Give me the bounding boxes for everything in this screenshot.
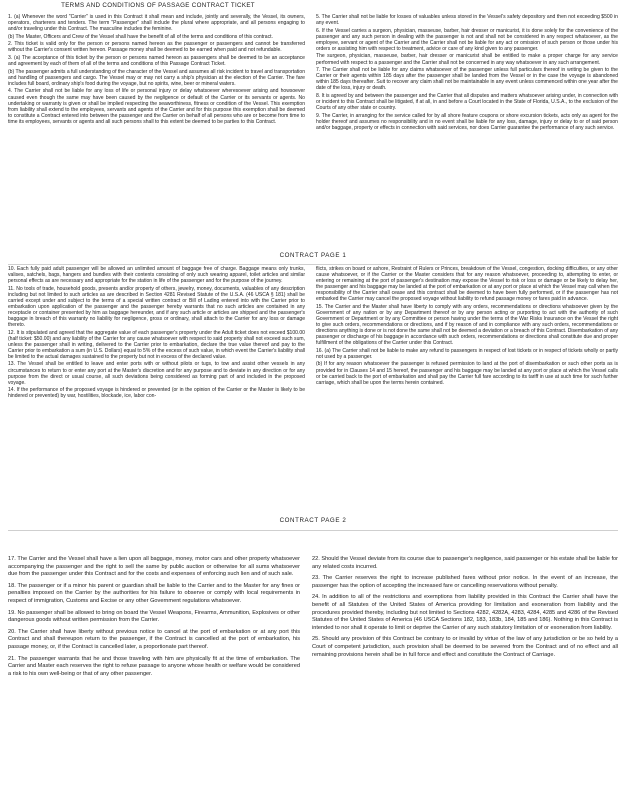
clause: 21. The passenger warrants that he and those traveling with him are physically fit at the time of embarkation. The Carrier and Master each reserves the right to refuse passage to anyone whose health or welfare would be considered a risk to his own well-being or that of any other passenger.: [8, 655, 300, 677]
clause: 24. In addition to all of the restrictions and exemptions from liability provided in this Contract the Carrier shall have the benefit of all Statutes of the United States of America providing for limitation and exoneration from liability and the procedures provided thereby, including but not limited to Sections 4282, 4282A, 4283, 4284, 4285 and 4286 of the Revised Statutes of the United States of America (46 USCA Sections 182, 183, 183b, 184, 185 and 186). Nothing in this Contract is intended to nor shall it operate to limit or deprive the Carrier of any such statutory limitation of or exoneration from liability.: [312, 594, 618, 631]
clause: 5. The Carrier shall not be liable for losses of valuables unless stored in the Vessel's safety depository and then not exceeding $500 in any event.: [316, 14, 618, 27]
clause: 4. The Carrier shall not be liable for any loss of life or personal injury or delay whatsoever wheresoever arising and howsoever caused even though the same may have been caused by the negligence or default of the Carrier or its servants or agents. No undertaking or warranty is given or shall be implied respecting the seaworthiness, fitness or condition of the Vessel. This exemption from liability shall extend to the employees, servants and agents of the Carrier and for this purpose this exemption shall be deemed to constitute a Contract entered into between the passenger and the Carrier on behalf of all persons who are or become from time to time its employees, servants or agents and all such persons shall to this extent be deemed to be parties to this Contract.: [8, 88, 305, 125]
clause: 17. The Carrier and the Vessel shall have a lien upon all baggage, money, motor cars and other property whatsoever accompanying the passenger and the right to sell the same by public auction or otherwise for all sums whatsoever due from the passenger under this Contract and for the costs and expenses of enforcing such lien and of such sale.: [8, 556, 300, 578]
clause: 8. It is agreed by and between the passenger and the Carrier that all disputes and matters whatsoever arising under, in connection with or incident to this Contract shall be litigated, if at all, in and before a Court located in the State of Florida, U.S.A., to the exclusion of the Courts of any other state or country.: [316, 92, 618, 112]
clause: 9. The Carrier, in arranging for the service called for by all shore feature coupons or shore excursion tickets, acts only as agent for the holder thereof and assumes no responsibility and in no event shall be liable for any loss, damage, injury or delay to or of said person and/or baggage, property or effects in connection with said services, nor does Carrier guarantee the performance of any such service.: [316, 112, 618, 131]
clause: 25. Should any provision of this Contract be contrary to or invalid by virtue of the law of any jurisdiction or be so held by a Court of competent jurisdiction, such provision shall be deemed to be severed from the Contract and of no effect and all remaining provisions herein shall be in full force and effect and constitute the Contract of Carriage.: [312, 636, 618, 658]
page-divider: [8, 530, 618, 531]
clause: (b) The Master, Officers and Crew of the Vessel shall have the benefit of all of the terms and conditions of this contract.: [8, 33, 273, 40]
contract-page-1-label: CONTRACT PAGE 1: [279, 252, 347, 259]
clause: 18. The passenger or if a minor his parent or guardian shall be liable to the Carrier and to the Master for any fines or penalties imposed on the Carrier by the authorities for his failure to observe or comply with local requirements in respect of immigration, Customs and Excise or any other Government regulations whatsoever.: [8, 582, 300, 604]
page2-left-column: [8, 266, 305, 510]
clause: 3. (a) The acceptance of this ticket by the person or persons named hereon as passengers shall be deemed to be an acceptance and agreement by each of them of all of the terms and conditions of this Passage Contract Ticket.: [8, 55, 305, 68]
contract-page-2-label: CONTRACT PAGE 2: [279, 517, 347, 524]
clause: (b) If for any reason whatsoever the passenger is refused permission to land at the port of disembarkation or such other ports as is provided for in Clauses 14 and 15 hereof, the passenger and his baggage may be landed at any port or place at which the Vessel calls or be carried back to the port of embarkation and shall pay the Carrier full fare according to its tariff in use at such time for such further carriage, which shall be upon the terms herein contained.: [316, 361, 618, 386]
document-title: TERMS AND CONDITIONS OF PASSAGE CONTRACT TICKET: [61, 2, 255, 9]
page3-right-column: [312, 556, 618, 796]
page3-left-column: [8, 556, 300, 796]
clause: 20. The Carrier shall have liberty without previous notice to cancel at the port of embarkation or at any port this Contract and shall thereupon return to the passenger, if the Contract is cancelled at the port of embarkation, his passage money, or, if the Contract is cancelled later, a proportionate part thereof.: [8, 628, 300, 650]
page-divider: [8, 264, 618, 265]
clause: 22. Should the Vessel deviate from its course due to passenger's negligence, said passenger or his estate shall be liable for any related costs incurred.: [312, 556, 618, 570]
page1-right-column: [316, 14, 618, 254]
clause: 11. No tools of trade, household goods, presents and/or property of others, jewelry, money, documents, valuables of any description including but not limited to such articles as are described in Section 4281 Revised Statute of the U.S.A. (46 USCA § 181) shall be carried except under and subject to the terms of a special written contract or Bill of Lading entered into with the Carrier prior to embarkation upon application of the passenger and the passenger hereby warrants that no such articles are contained in any receptacle or container presented by him as baggage hereunder, and if any such article or articles are shipped and the passenger's baggage in breach of this warranty no liability for negligence, gross or ordinary, shall attach to the Carrier for any loss or damage thereto.: [8, 285, 305, 329]
clause: 1. (a) Whenever the word "Carrier" is used in this Contract it shall mean and include, jointly and severally, the Vessel, its owners, operators, charterers and tenders. The term "Passenger" shall include the plural where appropriate, and all persons engaging to and/or traveling under this Contract. The masculine includes the feminine.: [8, 14, 305, 33]
clause: 23. The Carrier reserves the right to increase published fares without prior notice. In the event of an increase, the passenger has the option of accepting the increased fare or cancelling reservations without penalty.: [312, 575, 618, 589]
clause: 12. It is stipulated and agreed that the aggregate value of each passenger's property under the Adult ticket does not exceed $100.00 (half ticket: $50.00) and any liability of the Carrier for any cause whatsoever with respect to said property shall not exceed such sum, unless the passenger shall in writing, delivered to the Carrier prior to embarkation, declare the true value thereof and pay to the Carrier prior to embarkation a sum (in U.S. Dollars) equal to 5% of the excess of such value, in which event the Carrier's liability shall be limited to the actual damages sustained to the property but not in excess of the declared value.: [8, 329, 305, 360]
clause: 16. (a) The Carrier shall not be liable to make any refund to passengers in respect of lost tickets or in respect of tickets wholly or partly not used by a passenger.: [316, 347, 618, 360]
clause: 7. The Carrier shall not be liable for any claims whatsoever of the passenger unless full particulars thereof in writing be given to the Carrier or their agents within 185 days after the passenger shall be landed from the Vessel or in the case the voyage is abandoned within 185 days thereafter. Suit to recover any claim shall not be maintainable in any event unless commenced within one year after the date of the loss, injury or death.: [316, 67, 618, 92]
clause: flicts, strikes on board or ashore, Restraint of Rulers or Princes, breakdown of the Vessel, congestion, docking difficulties, or any other cause whatsoever, or if the Carrier or the Master considers that for any reason whatsoever, proceeding to, attempting to enter, or entering or remaining at the port of passenger's destination may expose the Vessel to risk or loss or damage or be likely to delay her, the passenger and his baggage may be landed at the port of embarkation or at any port or place at which the Vessel may call when the responsibility of the Carrier shall cease and this contract shall be deemed to have been fully performed, or if the passenger has not embarked the Carrier may cancel the proposed voyage without liability to refund passage money or fares paid in advance.: [316, 266, 618, 303]
clause: The surgeon, physician, masseuse, barber, hair dresser or manicurist shall be entitled to make a proper charge for any service performed with respect to a passenger and the Carrier shall not be concerned in any way whatsoever in any such arrangement.: [316, 53, 618, 66]
page1-left-column: [8, 14, 305, 254]
clause: 19. No passenger shall be allowed to bring on board the Vessel Weapons, Firearms, Ammunition, Explosives or other dangerous goods without written permission from the Carrier.: [8, 609, 300, 624]
clause: 13. The Vessel shall be entitled to leave and enter ports with or without pilots or tugs, to tow and assist other vessels in any circumstances to return to or enter any port at the Master's discretion and for any purpose and to deviate in any direction or for any purpose from the direct or usual course, all such deviations being considered as forming part of and included in the proposed voyage.: [8, 361, 305, 386]
page2-right-column: [316, 266, 618, 510]
clause: 14. If the performance of the proposed voyage is hindered or prevented (or in the opinion of the Carrier or the Master is likely to be hindered or prevented) by war, hostilities, blockade, ice, labor con-: [8, 387, 305, 400]
clause: 6. If the Vessel carries a surgeon, physician, masseuse, barber, hair dresser or manicurist, it is done solely for the convenience of the passenger and any such person in dealing with the passenger is not and shall not be considered in any respect whatsoever, as the employee, servant or agent of the Carrier and the Carrier shall not be liable for any act or omission of such person or those under his orders or assisting him with respect to treatment, advice or care of any kind given to any passenger.: [316, 27, 618, 52]
clause: (b) The passenger admits a full understanding of the character of the Vessel and assumes all risk incident to travel and transportation and handling of passengers and cargo. The Vessel may or may not carry a ship's physician at the election of the Carrier. The fare includes full board, ordinary ship's food during the voyage, but no spirits, wine, beer or mineral waters.: [8, 68, 305, 87]
clause: 10. Each fully paid adult passenger will be allowed an unlimited amount of baggage free of charge. Baggage means only trunks, valises, satchels, bags, hangers and bundles with their contents consisting of only such wearing apparel, toilet articles and similar personal effects as are necessary and appropriate for the station in life of the passenger and for the purpose of the journey.: [8, 266, 305, 285]
clause: 2. This ticket is valid only for the person or persons named hereon as the passenger or passengers and cannot be transferred without the Carrier's consent written hereon. Passage money shall be deemed to be earned when paid and not refundable.: [8, 41, 305, 54]
clause: 15. The Carrier and the Master shall have liberty to comply with any orders, recommendations or directions whatsoever given by the Government of any nation or by any Department thereof or by any person acting or purporting to act with the authority of such Government or Department or by any Committee or person having under the terms of the War Risks Insurance on the Vessel the right to give such orders, recommendations or directions, and if by reason of and in compliance with any such orders, recommendations or directions anything is done or is not done the same shall not be deemed a deviation or a breach of this Contract. Disembarkation of any passenger or discharge of his baggage in accordance with such orders, recommendations or directions shall constitute due and proper fulfillment of the obligations of the Carrier under this Contract.: [316, 303, 618, 347]
